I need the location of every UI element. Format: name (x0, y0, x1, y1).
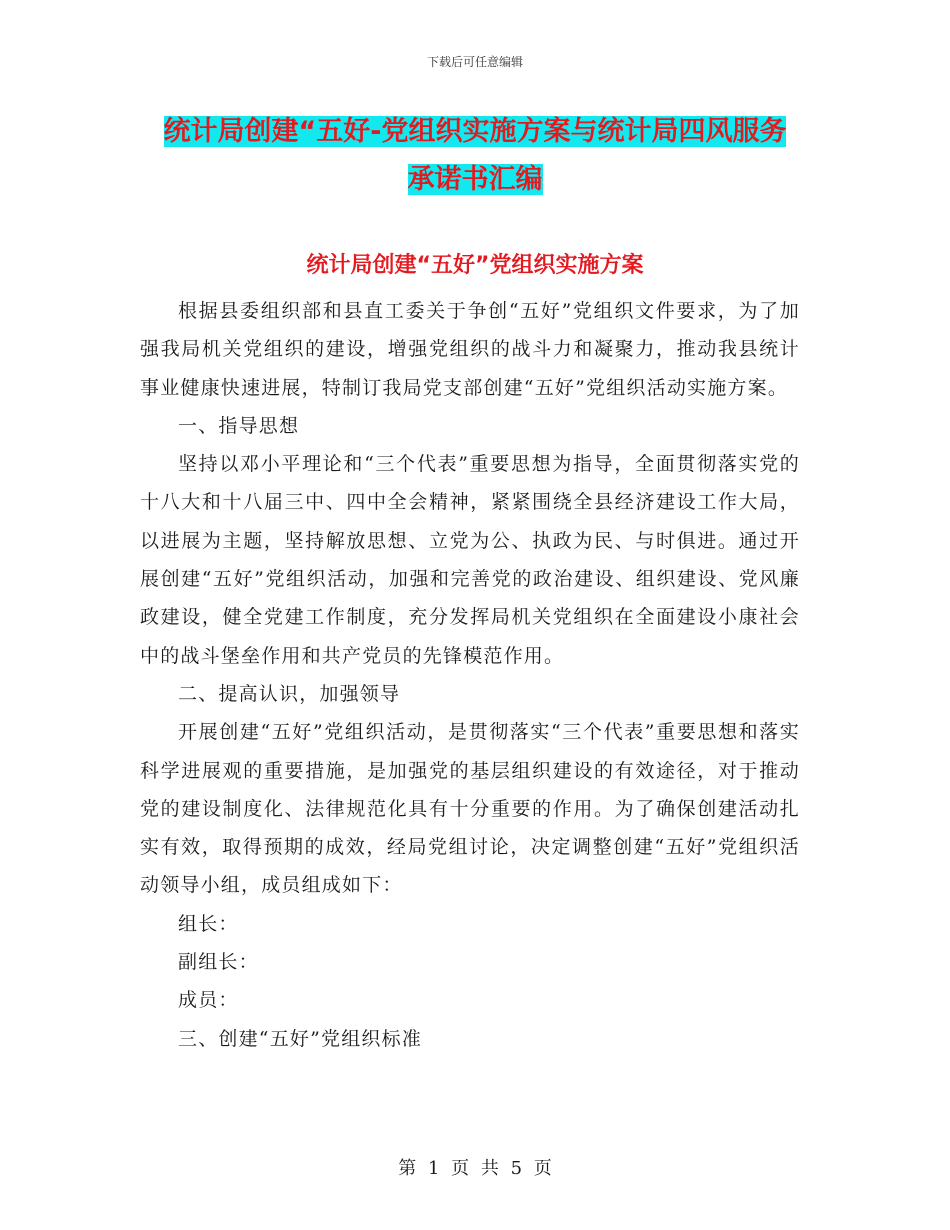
main-title-line-1: 统计局创建“五好-党组织实施方案与统计局四风服务 (163, 116, 787, 147)
paragraph-leadership: 开展创建“五好”党组织活动，是贯彻落实“三个代表”重要思想和落实科学进展观的重要措施，是加强党的基层组织建设的有效途径，对于推动党的建设制度化、法律规范化具有十分重要的作用。为了确保创建活动扎实有效，取得预期的成效，经局党组讨论，决定调整创建“五好”党组织活动领导小组，成员组成如下： (140, 721, 800, 897)
line-deputy-leader: 副组长： (178, 951, 259, 974)
line-members: 成员： (178, 989, 239, 1012)
section-title: 统计局创建“五好”党组织实施方案 (306, 253, 644, 278)
heading-guiding-ideology: 一、指导思想 (178, 414, 300, 437)
heading-standards: 三、创建“五好”党组织标准 (178, 1027, 423, 1050)
line-group-leader: 组长： (178, 912, 239, 935)
main-title-line-2: 承诺书汇编 (407, 164, 543, 195)
document-main-title (140, 108, 810, 204)
paragraph-guiding-ideology: 坚持以邓小平理论和“三个代表”重要思想为指导，全面贯彻落实党的十八大和十八届三中、四中全会精神，紧紧围绕全县经济建设工作大局，以进展为主题，坚持解放思想、立党为公、执政为民、与时俱进。通过开展创建“五好”党组织活动，加强和完善党的政治建设、组织建设、党风廉政建设，健全党建工作制度，充分发挥局机关党组织在全面建设小康社会中的战斗堡垒作用和共产党员的先锋模范作用。 (140, 453, 800, 667)
document-body (140, 292, 800, 1058)
heading-leadership: 二、提高认识，加强领导 (178, 682, 401, 705)
header-note: 下载后可任意编辑 (426, 55, 523, 69)
paragraph-intro: 根据县委组织部和县直工委关于争创“五好”党组织文件要求，为了加强我局机关党组织的建设，增强党组织的战斗力和凝聚力，推动我县统计事业健康快速进展，特制订我局党支部创建“五好”党组织活动实施方案。 (140, 300, 800, 399)
page-number-footer: 第 1 页 共 5 页 (398, 1158, 552, 1179)
